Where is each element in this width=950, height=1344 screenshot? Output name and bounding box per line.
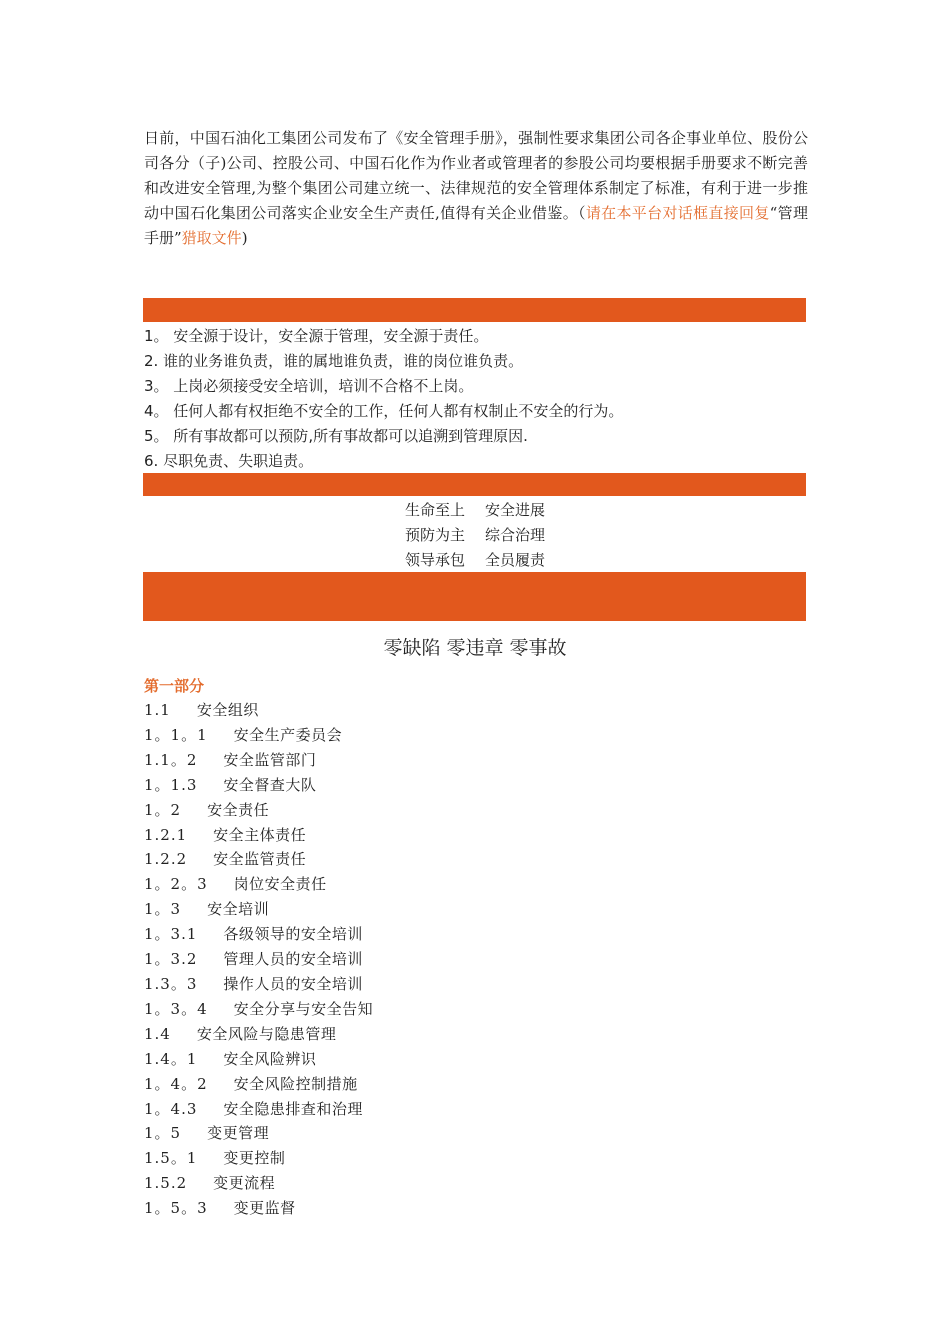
toc-number: 1.2.1 — [144, 825, 188, 844]
principle-item: 1。 安全源于设计，安全源于管理，安全源于责任。 — [144, 327, 489, 345]
toc-item — [144, 1072, 808, 1097]
toc-number: 1.1 — [144, 701, 171, 719]
toc-label: 变更管理 — [207, 1124, 270, 1143]
toc-number: 1.1。2 — [144, 750, 198, 769]
toc-label: 安全培训 — [207, 900, 270, 919]
toc-label: 安全主体责任 — [213, 825, 307, 844]
toc-number: 1.3。3 — [144, 974, 198, 993]
toc-label: 安全责任 — [207, 800, 270, 819]
toc-item — [144, 1121, 808, 1146]
policy-phrase: 生命至上 — [404, 501, 465, 519]
principle-item: 4。 任何人都有权拒绝不安全的工作，任何人都有权制止不安全的行为。 — [144, 402, 624, 420]
toc-label: 安全分享与安全告知 — [233, 999, 374, 1018]
toc-label: 变更控制 — [223, 1149, 286, 1168]
toc-label: 安全组织 — [196, 701, 259, 719]
toc-item — [144, 922, 808, 947]
policy-row — [0, 523, 950, 548]
policy-phrase: 领导承包 — [404, 551, 465, 569]
safety-principles-list — [144, 324, 808, 474]
toc-number: 1。2。3 — [144, 875, 208, 894]
principle-item: 5。 所有事故都可以预防,所有事故都可以追溯到管理原因. — [144, 427, 528, 445]
toc-item — [144, 748, 808, 773]
reply-keyword: “管理手册” — [144, 204, 808, 247]
part-title: 第一部分 — [144, 677, 205, 695]
toc-label: 安全风险与隐患管理 — [196, 1024, 337, 1043]
toc-label: 岗位安全责任 — [233, 875, 327, 894]
principle-item: 3。 上岗必须接受安全培训，培训不合格不上岗。 — [144, 377, 474, 395]
policy-phrase: 预防为主 — [404, 526, 465, 544]
toc-number: 1。1。1 — [144, 725, 208, 744]
toc-number: 1。4。2 — [144, 1074, 208, 1093]
toc-item — [144, 773, 808, 798]
toc-label: 安全隐患排查和治理 — [223, 1099, 363, 1118]
toc-number: 1。1.3 — [144, 775, 198, 794]
principle-item: 6. 尽职免责、失职追责。 — [144, 452, 314, 470]
toc-item — [144, 798, 808, 823]
toc-number: 1。5。3 — [144, 1199, 208, 1218]
toc-item — [144, 1171, 808, 1196]
toc-label: 各级领导的安全培训 — [223, 925, 363, 944]
toc-item — [144, 823, 808, 848]
policy-row — [0, 548, 950, 573]
toc-label: 变更监督 — [233, 1199, 296, 1218]
toc-item — [144, 698, 808, 723]
toc-number: 1.2.2 — [144, 850, 188, 869]
toc-item — [144, 947, 808, 972]
get-file-link[interactable]: 猎取文件 — [181, 229, 242, 247]
toc-item — [144, 972, 808, 997]
toc-number: 1.5.2 — [144, 1174, 188, 1193]
toc-number: 1.4。1 — [144, 1049, 198, 1068]
toc-item — [144, 997, 808, 1022]
policy-row — [0, 498, 950, 523]
toc-number: 1。3.2 — [144, 950, 198, 969]
toc-number: 1。3。4 — [144, 999, 208, 1018]
toc-label: 安全生产委员会 — [233, 725, 343, 744]
toc-label: 安全督查大队 — [223, 775, 317, 794]
toc-item — [144, 1146, 808, 1171]
toc-number: 1。4.3 — [144, 1099, 198, 1118]
toc-item — [144, 1097, 808, 1122]
policy-phrase: 全员履责 — [485, 551, 546, 569]
intro-close: ) — [241, 229, 248, 247]
toc-item — [144, 723, 808, 748]
toc-item — [144, 872, 808, 897]
toc-label: 安全风险辨识 — [223, 1049, 317, 1068]
toc-label: 安全监管责任 — [213, 850, 307, 869]
section-divider-policy — [143, 473, 806, 496]
intro-text: 日前，中国石油化工集团公司发布了《安全管理手册》，强制性要求集团公司各企事业单位、股份公司各分（子)公司、控股公司、中国石化作为作业者或管理者的参股公司均要根据手册要求不断完善和改进安全管理,为整个集团公司建立统一、法律规范的安全管理体系制定了标准，有利于进一步推动中国石化集团公司落实企业安全生产责任,值得有关企业借鉴。（ — [144, 129, 808, 222]
toc-label: 安全风险控制措施 — [233, 1074, 358, 1093]
section-divider-goal — [143, 572, 806, 621]
policy-phrase: 综合治理 — [485, 526, 546, 544]
principle-item: 2. 谁的业务谁负责，谁的属地谁负责，谁的岗位谁负责。 — [144, 352, 524, 370]
toc-item — [144, 1047, 808, 1072]
toc-label: 安全监管部门 — [223, 750, 317, 769]
policy-phrase: 安全进展 — [485, 501, 546, 519]
intro-paragraph — [144, 126, 808, 251]
reply-instruction: 请在本平台对话框直接回复 — [585, 204, 770, 222]
toc-item — [144, 897, 808, 922]
safety-goal: 零缺陷 零违章 零事故 — [383, 637, 567, 659]
toc-number: 1。2 — [144, 800, 182, 819]
table-of-contents — [144, 698, 808, 1221]
section-divider-principles — [143, 298, 806, 322]
toc-item — [144, 1022, 808, 1047]
toc-item — [144, 847, 808, 872]
toc-item — [144, 1196, 808, 1221]
toc-number: 1。5 — [144, 1124, 182, 1143]
toc-number: 1.4 — [144, 1024, 171, 1043]
toc-label: 变更流程 — [213, 1174, 276, 1193]
safety-policy — [0, 498, 950, 573]
toc-number: 1。3.1 — [144, 925, 198, 944]
toc-number: 1。3 — [144, 900, 182, 919]
toc-label: 操作人员的安全培训 — [223, 974, 363, 993]
toc-number: 1.5。1 — [144, 1149, 198, 1168]
toc-label: 管理人员的安全培训 — [223, 950, 363, 969]
